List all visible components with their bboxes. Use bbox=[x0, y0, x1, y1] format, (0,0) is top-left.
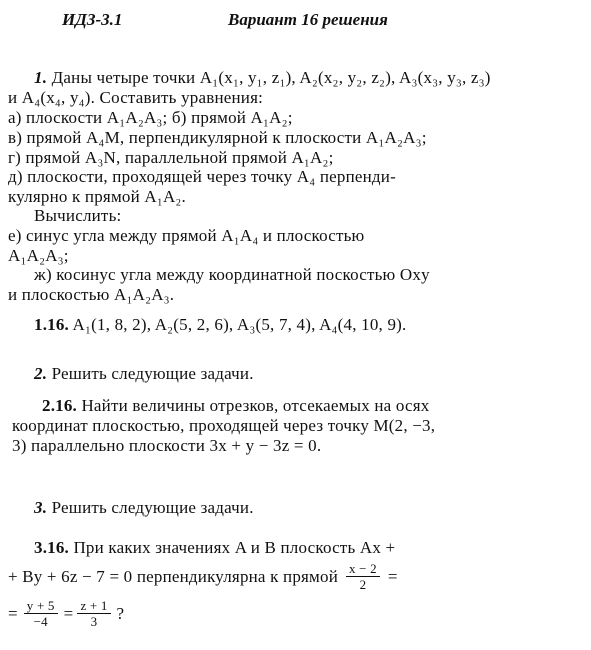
task1-item-a-b: а) плоскости A₁A₂A₃; б) прямой A₁A₂; bbox=[8, 108, 293, 127]
task2-number: 2. bbox=[34, 364, 48, 383]
task3-sub-label: 3.16. bbox=[34, 538, 69, 557]
fraction-x: $\frac{x - 2}{2}$ bbox=[346, 561, 380, 592]
task3-line2: + By + 6z − 7 = 0 перпендикулярна к прямой $\frac{x - 2}{2}$ = bbox=[8, 561, 398, 592]
task1-item-e: е) синус угла между прямой A₁A₄ и плоскостью bbox=[8, 226, 365, 245]
task2-sub-label: 2.16. bbox=[42, 396, 77, 415]
task3-line3: = $\frac{y + 5}{-4}$ = $\frac{z + 1}{3}$ ? bbox=[8, 598, 125, 629]
task1-line2: и A₄(x₄, y₄). Составить уравнения: bbox=[8, 88, 264, 107]
task1-item-v: в) прямой A₄M, перпендикулярной к плоскости A₁A₂A₃; bbox=[8, 128, 427, 147]
variant-title: Вариант 16 решения bbox=[228, 10, 388, 29]
variant-label: 1.16. bbox=[34, 315, 69, 334]
task1-item-g: г) прямой A₃N, параллельной прямой A₁A₂; bbox=[8, 148, 334, 167]
doc-title: ИДЗ-3.1 bbox=[62, 10, 123, 29]
task3-heading bbox=[34, 498, 254, 518]
task1-compute-label: Вычислить: bbox=[34, 206, 122, 225]
task3-title: Решить следующие задачи. bbox=[51, 498, 254, 517]
fraction-y: $\frac{y + 5}{-4}$ bbox=[24, 598, 58, 629]
task3-line1: 3.16. При каких значениях A и B плоскость Ax + bbox=[34, 538, 396, 557]
task2-title: Решить следующие задачи. bbox=[51, 364, 254, 383]
task1-item-zh: ж) косинус угла между координатной поскостью Oxy bbox=[34, 265, 430, 284]
task3-number: 3. bbox=[34, 498, 48, 517]
task2-heading bbox=[34, 364, 254, 384]
variant-points bbox=[34, 315, 406, 335]
task1-item-zh-cont: и плоскостью A₁A₂A₃. bbox=[8, 285, 175, 304]
task2-line2: координат плоскостью, проходящей через точку M(2, −3, bbox=[12, 416, 436, 435]
task1-number: 1. bbox=[34, 68, 48, 87]
task1-item-d-cont: кулярно к прямой A₁A₂. bbox=[8, 187, 187, 206]
variant-points-text: A₁(1, 8, 2), A₂(5, 2, 6), A₃(5, 7, 4), A₄(4, 10, 9). bbox=[72, 315, 407, 334]
task1-item-d: д) плоскости, проходящей через точку A₄ перпенди- bbox=[8, 167, 396, 186]
fraction-z: $\frac{z + 1}{3}$ bbox=[77, 598, 110, 629]
task1-item-e-cont: A₁A₂A₃; bbox=[8, 246, 69, 265]
task2-line1: 2.16. Найти величины отрезков, отсекаемых на осях bbox=[42, 396, 430, 415]
task1-line1: 1. Даны четыре точки A₁(x₁, y₁, z₁), A₂(x₂, y₂, z₂), A₃(x₃, y₃, z₃) bbox=[34, 68, 491, 87]
task2-line3: 3) параллельно плоскости 3x + y − 3z = 0. bbox=[12, 436, 322, 455]
